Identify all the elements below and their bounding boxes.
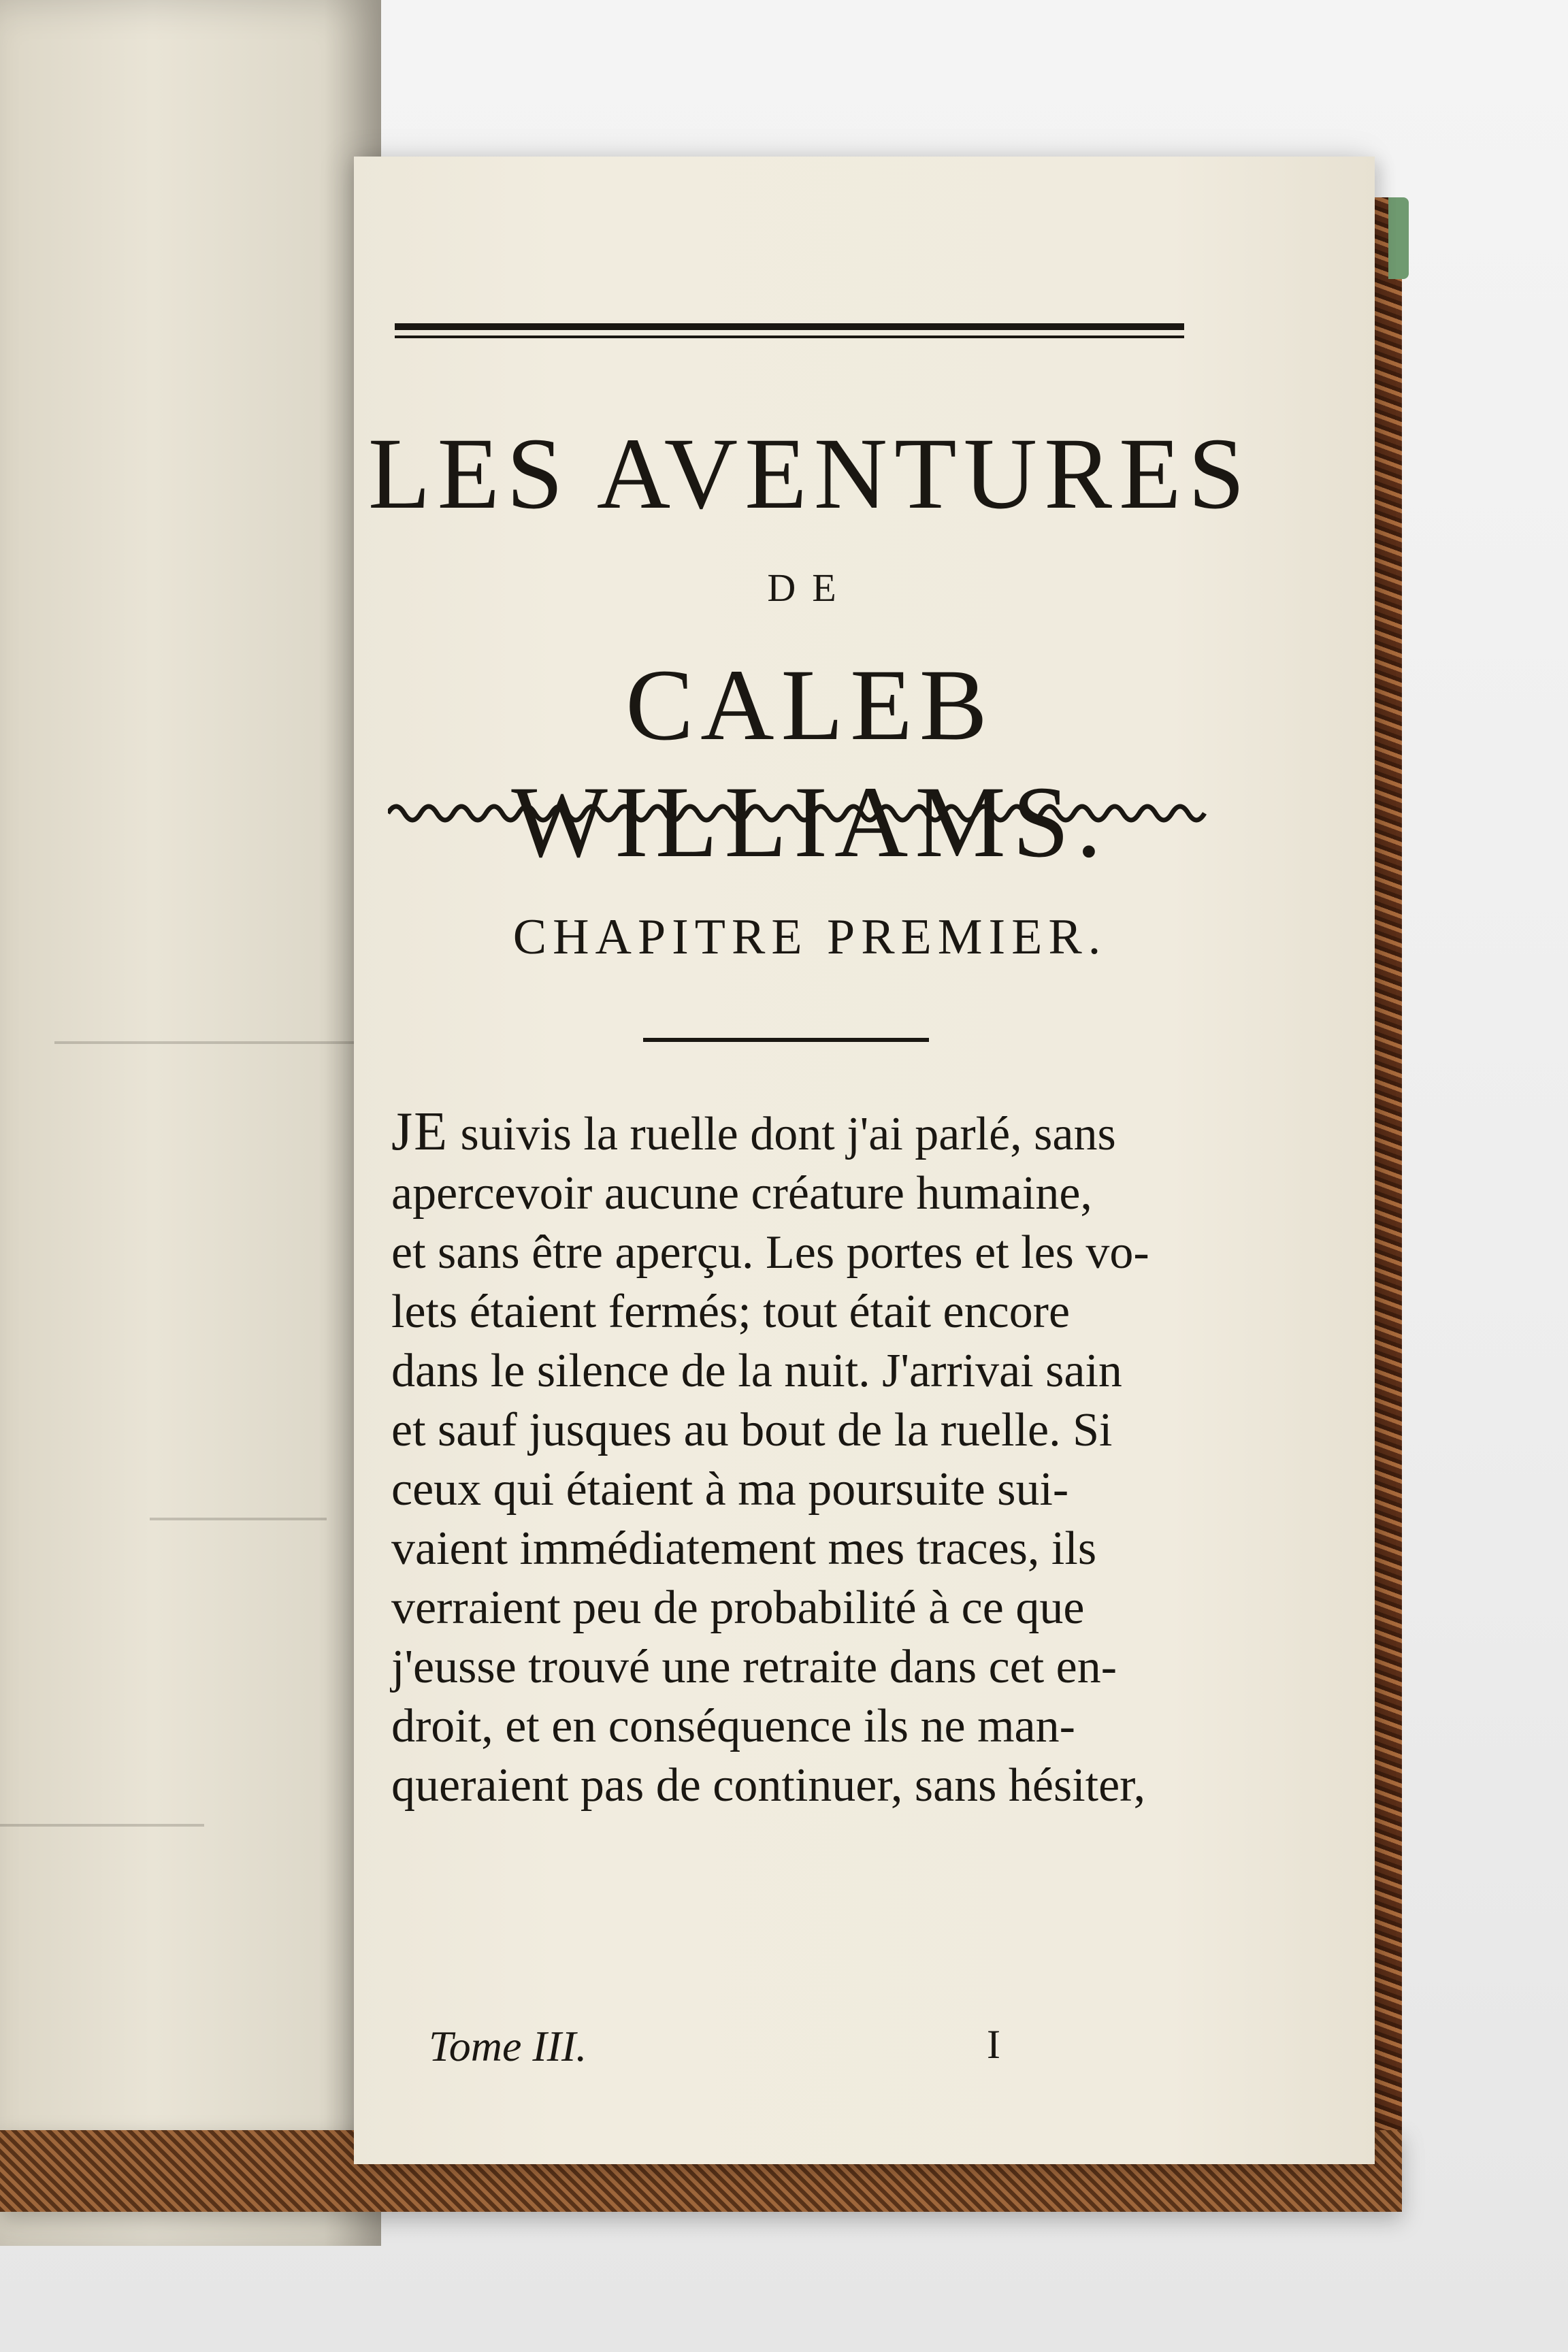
- body-line: JE suivis la ruelle dont j'ai parlé, sans: [391, 1102, 1116, 1162]
- title-line-3: CALEB WILLIAMS.: [511, 649, 1109, 879]
- body-line: lets étaient fermés; tout était encore: [391, 1286, 1071, 1338]
- body-line: verraient peu de probabilité à ce que: [391, 1582, 1085, 1634]
- body-line: droit, et en conséquence ils ne man-: [391, 1700, 1075, 1752]
- facing-page-rule: [0, 1824, 204, 1827]
- body-line: queraient pas de continuer, sans hésiter,: [391, 1759, 1146, 1812]
- green-spine-edge: [1388, 197, 1409, 279]
- volume-label: Tome III.: [429, 2022, 587, 2070]
- body-line: et sans être aperçu. Les portes et les vo-: [391, 1226, 1149, 1279]
- drop-cap: JE: [391, 1102, 448, 1162]
- chapter-heading: CHAPITRE PREMIER.: [512, 909, 1107, 965]
- body-text: [391, 1102, 1235, 1815]
- body-line: et sauf jusques au bout de la ruelle. Si: [391, 1404, 1113, 1456]
- double-rule: [395, 323, 1184, 338]
- title-line-2: DE: [767, 566, 853, 610]
- body-line: j'eusse trouvé une retraite dans cet en-: [391, 1641, 1117, 1693]
- facing-page-rule: [150, 1518, 327, 1520]
- title-line-1: LES AVENTURES: [368, 417, 1252, 530]
- signature-mark: I: [987, 2022, 1000, 2067]
- page-footer: [354, 2021, 1375, 2082]
- body-line: apercevoir aucune créature humaine,: [391, 1167, 1092, 1220]
- wavy-ornament: [388, 800, 1211, 827]
- facing-page-rule: [54, 1041, 354, 1044]
- body-line: ceux qui étaient à ma poursuite sui-: [391, 1463, 1069, 1516]
- chapter-rule: [643, 1038, 929, 1042]
- facing-page: [0, 0, 381, 2246]
- body-line: dans le silence de la nuit. J'arrivai sain: [391, 1345, 1122, 1397]
- body-line: vaient immédiatement mes traces, ils: [391, 1522, 1097, 1575]
- title-page: [354, 157, 1375, 2164]
